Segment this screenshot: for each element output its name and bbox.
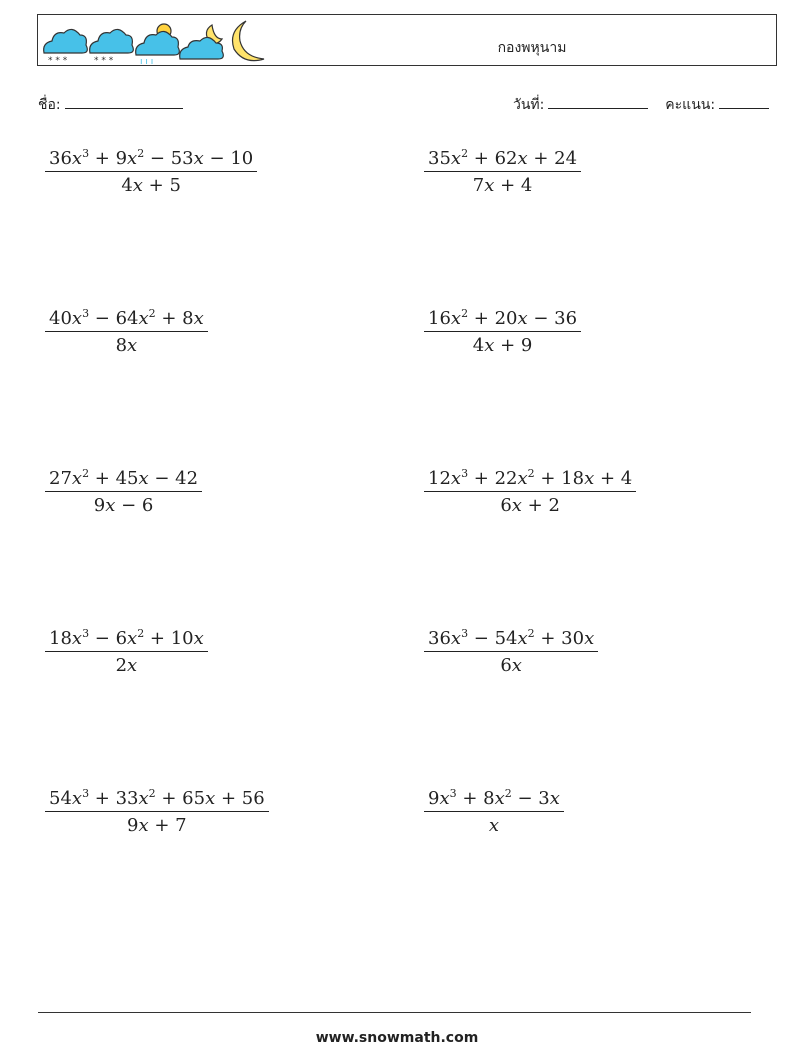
expr-variable: x <box>517 628 528 649</box>
footer-divider <box>38 1012 751 1013</box>
expr-term: + 8 <box>155 308 194 329</box>
expr-term: + 45 <box>89 468 139 489</box>
expr-variable: x <box>127 655 138 676</box>
expr-term: 8 <box>115 335 128 356</box>
denominator <box>424 492 636 516</box>
expr-variable: x <box>450 148 462 169</box>
expr-term: 27 <box>49 468 72 489</box>
expr-exponent: 2 <box>527 467 535 480</box>
expr-exponent: 2 <box>82 467 90 480</box>
denominator <box>45 812 269 836</box>
expr-exponent: 2 <box>148 787 156 800</box>
expr-term: − 6 <box>89 628 128 649</box>
problem-10 <box>424 788 564 836</box>
worksheet-title: กองพหุนาม <box>497 40 567 56</box>
expr-term: 4 <box>121 175 133 196</box>
expr-variable: x <box>138 815 149 836</box>
problem-8 <box>424 628 598 676</box>
expr-exponent: 3 <box>82 307 90 320</box>
expr-term: + 9 <box>494 335 533 356</box>
expr-exponent: 3 <box>82 787 90 800</box>
date-blank[interactable] <box>548 96 648 109</box>
fraction <box>424 308 581 356</box>
denominator <box>45 492 202 516</box>
expr-term: − 53 <box>144 148 194 169</box>
denominator <box>45 172 257 196</box>
expr-term: 40 <box>49 308 72 329</box>
expr-exponent: 3 <box>82 627 90 640</box>
expr-term: 36 <box>428 628 451 649</box>
numerator <box>424 788 564 812</box>
expr-term: 36 <box>49 148 72 169</box>
denominator <box>45 332 208 356</box>
expr-term: + 5 <box>142 175 181 196</box>
expr-term: − 54 <box>468 628 518 649</box>
expr-term: − 10 <box>203 148 254 169</box>
fraction <box>424 148 581 196</box>
expr-variable: x <box>71 468 83 489</box>
numerator <box>45 148 257 172</box>
expr-variable: x <box>488 815 500 836</box>
problem-5 <box>45 468 202 516</box>
problem-3 <box>45 308 208 356</box>
expr-term: + 8 <box>456 788 495 809</box>
expr-term: + 30 <box>534 628 585 649</box>
expr-term: + 9 <box>89 148 128 169</box>
expr-term: + 7 <box>148 815 187 836</box>
weather-icons <box>40 17 270 65</box>
name-field <box>38 94 183 116</box>
denominator <box>45 652 208 676</box>
expr-variable: x <box>205 788 216 809</box>
expr-term: 9 <box>127 815 139 836</box>
cloud-snow-icon <box>44 29 88 65</box>
expr-term: 54 <box>49 788 72 809</box>
denominator <box>424 812 564 836</box>
expr-term: 35 <box>428 148 451 169</box>
expr-variable: x <box>511 655 522 676</box>
expr-variable: x <box>193 308 204 329</box>
expr-term: + 33 <box>89 788 139 809</box>
expr-term: − 3 <box>511 788 550 809</box>
expr-variable: x <box>71 628 83 649</box>
expr-variable: x <box>517 468 528 489</box>
expr-term: + 20 <box>468 308 518 329</box>
expr-term: − 6 <box>115 495 154 516</box>
expr-variable: x <box>484 335 495 356</box>
expr-variable: x <box>584 628 595 649</box>
expr-term: − 36 <box>527 308 578 329</box>
expr-variable: x <box>450 308 462 329</box>
expr-variable: x <box>511 495 522 516</box>
expr-variable: x <box>132 175 143 196</box>
numerator <box>424 628 598 652</box>
svg-text:* * *: * * * <box>48 56 68 65</box>
expr-term: + 10 <box>144 628 194 649</box>
expr-term: + 4 <box>494 175 533 196</box>
fraction <box>45 788 269 836</box>
expr-term: − 42 <box>148 468 199 489</box>
expr-term: 7 <box>472 175 485 196</box>
expr-term: 4 <box>472 335 485 356</box>
expr-exponent: 2 <box>137 147 145 160</box>
score-label: คะแนน: <box>665 97 716 113</box>
expr-term: − 64 <box>89 308 139 329</box>
expr-term: + 2 <box>521 495 560 516</box>
expr-exponent: 2 <box>148 307 156 320</box>
expr-variable: x <box>484 175 495 196</box>
cloud-sun-rain-icon <box>136 24 180 65</box>
date-label: วันที่: <box>513 97 545 113</box>
problem-1 <box>45 148 257 196</box>
expr-term: 12 <box>428 468 451 489</box>
expr-term: 2 <box>115 655 128 676</box>
expr-variable: x <box>127 148 138 169</box>
expr-variable: x <box>127 628 138 649</box>
expr-term: + 4 <box>594 468 633 489</box>
cloud-snow-icon <box>90 29 134 65</box>
denominator <box>424 172 581 196</box>
problem-6 <box>424 468 636 516</box>
score-blank[interactable] <box>719 96 769 109</box>
expr-term: + 62 <box>468 148 518 169</box>
expr-term: + 65 <box>155 788 206 809</box>
expr-variable: x <box>584 468 595 489</box>
expr-exponent: 2 <box>461 307 469 320</box>
expr-term: 6 <box>500 495 512 516</box>
numerator <box>424 468 636 492</box>
expr-exponent: 3 <box>449 787 457 800</box>
problem-2 <box>424 148 581 196</box>
expr-variable: x <box>71 148 83 169</box>
fraction <box>45 628 208 676</box>
crescent-moon-icon <box>233 21 265 61</box>
expr-variable: x <box>193 628 204 649</box>
expr-exponent: 3 <box>461 467 469 480</box>
expr-variable: x <box>71 308 83 329</box>
numerator <box>45 308 208 332</box>
numerator <box>424 308 581 332</box>
expr-exponent: 2 <box>527 627 535 640</box>
expr-variable: x <box>439 788 450 809</box>
expr-exponent: 2 <box>461 147 469 160</box>
numerator <box>45 788 269 812</box>
name-blank[interactable] <box>65 96 183 109</box>
numerator <box>424 148 581 172</box>
expr-term: 9 <box>93 495 106 516</box>
fraction <box>45 308 208 356</box>
fraction <box>424 788 564 836</box>
problem-7 <box>45 628 208 676</box>
expr-variable: x <box>494 788 505 809</box>
expr-exponent: 2 <box>504 787 512 800</box>
expr-variable: x <box>105 495 116 516</box>
footer-website[interactable]: www.snowmath.com <box>315 1030 479 1046</box>
expr-variable: x <box>71 788 83 809</box>
expr-exponent: 3 <box>461 627 469 640</box>
denominator <box>424 332 581 356</box>
expr-term: 9 <box>428 788 440 809</box>
fraction <box>424 628 598 676</box>
expr-term: 6 <box>500 655 512 676</box>
expr-term: + 18 <box>534 468 585 489</box>
expr-variable: x <box>549 788 560 809</box>
expr-variable: x <box>127 335 138 356</box>
expr-exponent: 2 <box>137 627 145 640</box>
expr-variable: x <box>517 148 528 169</box>
numerator <box>45 468 202 492</box>
expr-variable: x <box>138 788 149 809</box>
expr-term: + 22 <box>468 468 518 489</box>
date-score-fields <box>513 94 769 116</box>
expr-term: + 56 <box>215 788 265 809</box>
svg-text:* * *: * * * <box>94 56 114 65</box>
expr-variable: x <box>450 628 462 649</box>
problem-4 <box>424 308 581 356</box>
expr-term: 16 <box>428 308 451 329</box>
worksheet-header <box>37 14 777 66</box>
cloud-moon-icon <box>180 25 224 59</box>
name-label: ชื่อ: <box>38 97 61 113</box>
svg-text:ı ı ı: ı ı ı <box>140 57 154 65</box>
expr-variable: x <box>517 308 528 329</box>
expr-term: 18 <box>49 628 72 649</box>
expr-variable: x <box>138 468 149 489</box>
fraction <box>424 468 636 516</box>
fraction <box>45 468 202 516</box>
expr-exponent: 3 <box>82 147 90 160</box>
problem-9 <box>45 788 269 836</box>
expr-term: + 24 <box>527 148 578 169</box>
expr-variable: x <box>138 308 149 329</box>
fraction <box>45 148 257 196</box>
denominator <box>424 652 598 676</box>
expr-variable: x <box>450 468 462 489</box>
expr-variable: x <box>193 148 204 169</box>
numerator <box>45 628 208 652</box>
